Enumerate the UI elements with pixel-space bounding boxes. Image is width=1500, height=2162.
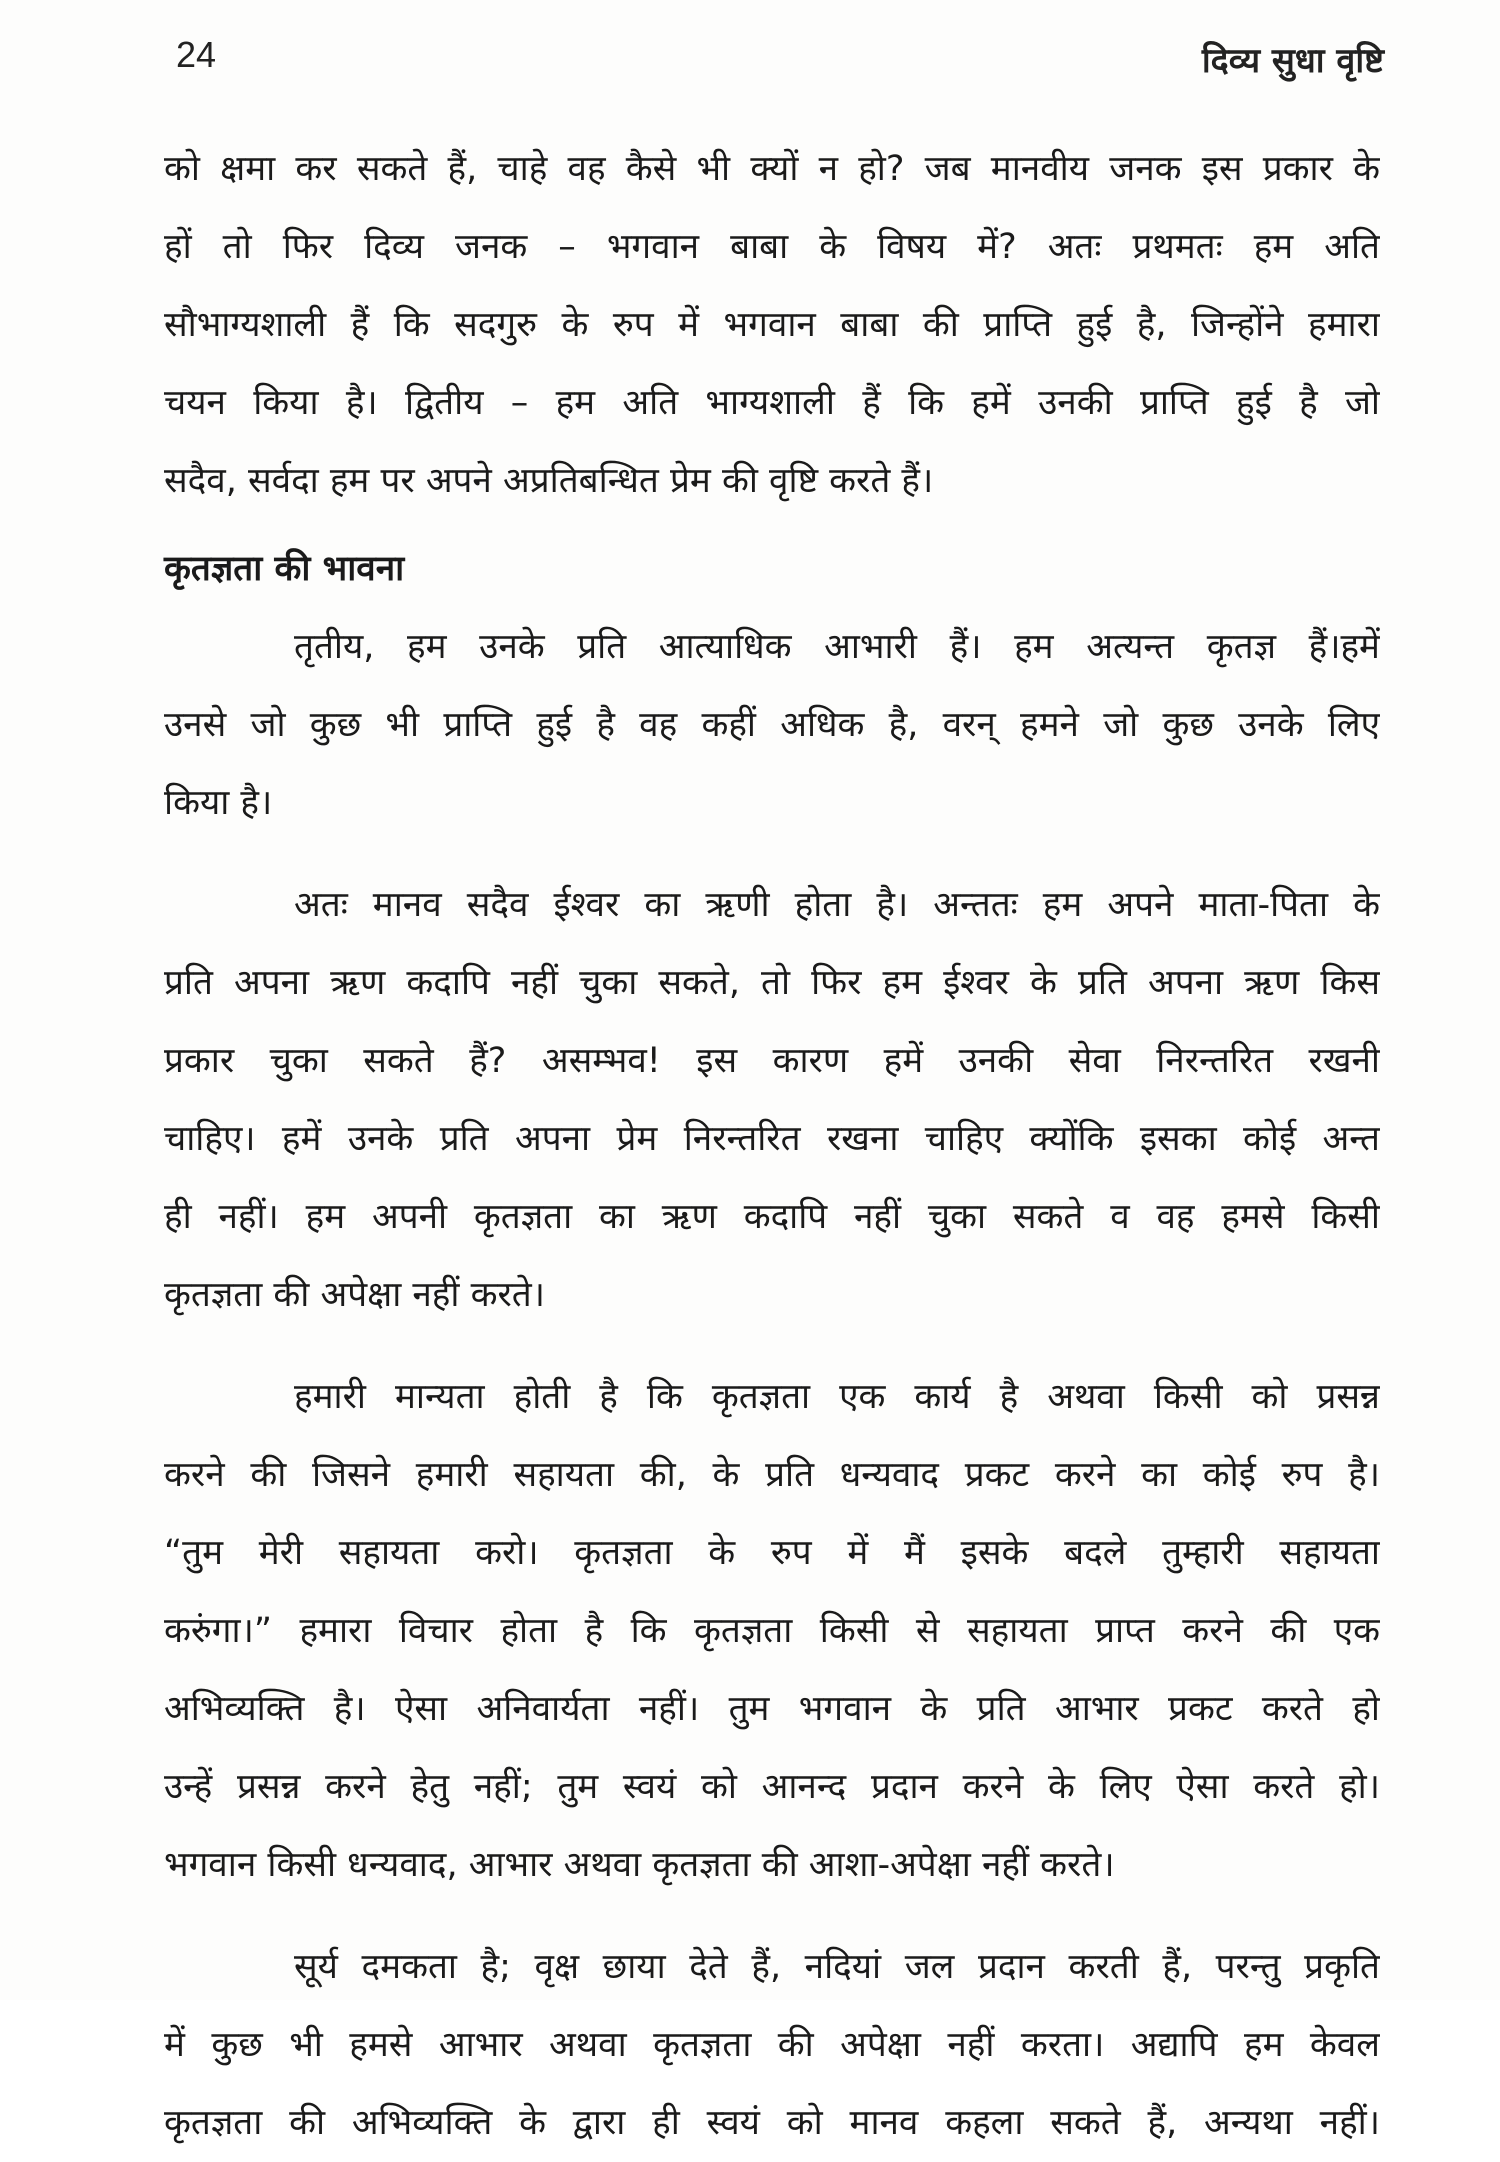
paragraph: [164, 1928, 1380, 2162]
text-line: प्रति अपना ऋण कदापि नहीं चुका सकते, तो फिर हम ईश्वर के प्रति अपना ऋण किस: [164, 963, 1380, 1003]
page-body: [164, 130, 1380, 2162]
paragraph: [164, 866, 1380, 1334]
text-line: करने की जिसने हमारी सहायता की, के प्रति धन्यवाद प्रकट करने का कोई रुप है।: [164, 1455, 1380, 1495]
text-line: उनसे जो कुछ भी प्राप्ति हुई है वह कहीं अधिक है, वरन् हमने जो कुछ उनके लिए: [164, 705, 1380, 745]
text-line: चयन किया है। द्वितीय – हम अति भाग्यशाली हैं कि हमें उनकी प्राप्ति हुई है जो: [164, 383, 1380, 423]
text-line: सूर्य दमकता है; वृक्ष छाया देते हैं, नदियां जल प्रदान करती हैं, परन्तु प्रकृति: [294, 1947, 1380, 1987]
text-line: को क्षमा कर सकते हैं, चाहे वह कैसे भी क्यों न हो? जब मानवीय जनक इस प्रकार के: [164, 149, 1380, 189]
text-line: ही नहीं। हम अपनी कृतज्ञता का ऋण कदापि नहीं चुका सकते व वह हमसे किसी: [164, 1197, 1380, 1237]
text-line: अभिव्यक्ति है। ऐसा अनिवार्यता नहीं। तुम भगवान के प्रति आभार प्रकट करते हो: [164, 1689, 1380, 1729]
text-line: सौभाग्यशाली हैं कि सदगुरु के रुप में भगवान बाबा की प्राप्ति हुई है, जिन्होंने हमारा: [164, 305, 1380, 345]
text-line: में कुछ भी हमसे आभार अथवा कृतज्ञता की अपेक्षा नहीं करता। अद्यापि हम केवल: [164, 2025, 1380, 2065]
text-line: हों तो फिर दिव्य जनक – भगवान बाबा के विषय में? अतः प्रथमतः हम अति: [164, 227, 1380, 267]
page-number: 24: [176, 34, 217, 75]
paragraph: [164, 1358, 1380, 1904]
text-line: उन्हें प्रसन्न करने हेतु नहीं; तुम स्वयं को आनन्द प्रदान करने के लिए ऐसा करते हो।: [164, 1767, 1380, 1807]
section-heading: कृतज्ञता की भावना: [164, 549, 405, 589]
text-line: करुंगा।” हमारा विचार होता है कि कृतज्ञता किसी से सहायता प्राप्त करने की एक: [164, 1611, 1380, 1651]
text-line: कृतज्ञता की अपेक्षा नहीं करते।: [164, 1275, 545, 1315]
text-line: चाहिए। हमें उनके प्रति अपना प्रेम निरन्तरित रखना चाहिए क्योंकि इसका कोई अन्त: [164, 1119, 1380, 1159]
text-line: अतः मानव सदैव ईश्वर का ऋणी होता है। अन्ततः हम अपने माता-पिता के: [294, 885, 1380, 925]
text-line: “तुम मेरी सहायता करो। कृतज्ञता के रुप में मैं इसके बदले तुम्हारी सहायता: [164, 1533, 1380, 1573]
running-title: दिव्य सुधा वृष्टि: [1201, 41, 1384, 81]
paragraph: [164, 608, 1380, 842]
text-line: कृतज्ञता की अभिव्यक्ति के द्वारा ही स्वयं को मानव कहला सकते हैं, अन्यथा नहीं।: [164, 2103, 1380, 2143]
text-line: भगवान किसी धन्यवाद, आभार अथवा कृतज्ञता की आशा-अपेक्षा नहीं करते।: [164, 1845, 1115, 1885]
text-line: तृतीय, हम उनके प्रति आत्याधिक आभारी हैं। हम अत्यन्त कृतज्ञ हैं।हमें: [294, 627, 1380, 667]
text-line: हमारी मान्यता होती है कि कृतज्ञता एक कार्य है अथवा किसी को प्रसन्न: [294, 1377, 1380, 1417]
paragraph: [164, 130, 1380, 520]
text-line: प्रकार चुका सकते हैं? असम्भव! इस कारण हमें उनकी सेवा निरन्तरित रखनी: [164, 1041, 1380, 1081]
text-line: किया है।: [164, 783, 273, 823]
text-line: सदैव, सर्वदा हम पर अपने अप्रतिबन्धित प्रेम की वृष्टि करते हैं।: [164, 461, 934, 501]
